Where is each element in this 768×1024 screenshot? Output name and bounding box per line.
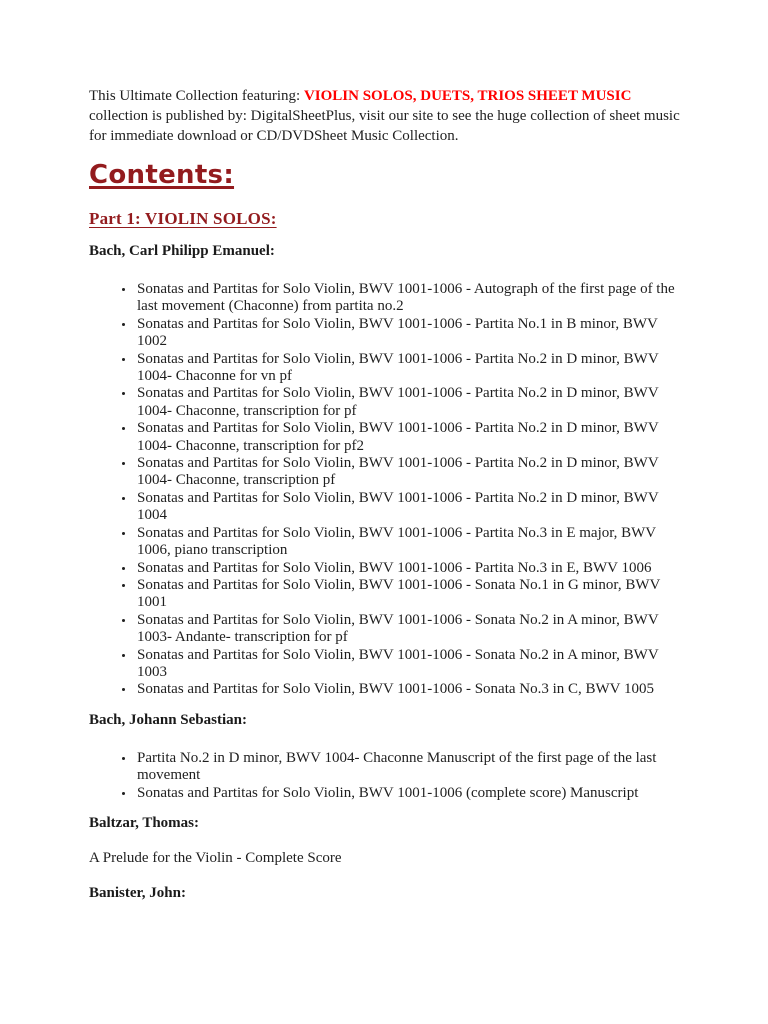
intro-highlight-text: VIOLIN SOLOS, DUETS, TRIOS SHEET MUSIC	[303, 88, 632, 104]
part1-heading: Part 1: VIOLIN SOLOS:	[89, 209, 277, 228]
list-item: • Sonatas and Partitas for Solo Violin, BWV 1001-1006 - Partita No.3 in E major, BWV 1006, piano transcription	[135, 525, 679, 560]
intro-paragraph	[89, 86, 680, 146]
list-item: • Sonatas and Partitas for Solo Violin, BWV 1001-1006 - Partita No.2 in D minor, BWV 1004- Chaconne, transcription pf	[135, 455, 679, 490]
intro-text-before: This Ultimate Collection featuring:	[89, 88, 304, 104]
list-item: • Partita No.2 in D minor, BWV 1004- Chaconne Manuscript of the first page of the last movement	[135, 750, 679, 785]
composer-heading-bach-cpe: Bach, Carl Philipp Emanuel:	[89, 243, 275, 259]
list-item: • Sonatas and Partitas for Solo Violin, BWV 1001-1006 - Partita No.1 in B minor, BWV 1002	[135, 316, 679, 351]
list-item: • Sonatas and Partitas for Solo Violin, BWV 1001-1006 - Sonata No.2 in A minor, BWV 1003- Andante- transcription for pf	[135, 612, 679, 647]
contents-heading: Contents:	[89, 160, 235, 190]
intro-text-after: collection is published by: DigitalSheetPlus, visit our site to see the huge collection of sheet music for immediate download or CD/DVDSheet Music Collection.	[89, 108, 680, 144]
plain-work-text: A Prelude for the Violin - Complete Score	[89, 849, 342, 866]
composer-heading-bach-js: Bach, Johann Sebastian:	[89, 711, 247, 728]
list-item: • Sonatas and Partitas for Solo Violin, BWV 1001-1006 - Partita No.2 in D minor, BWV 1004- Chaconne for vn pf	[135, 351, 679, 386]
list-item: • Sonatas and Partitas for Solo Violin, BWV 1001-1006 - Sonata No.3 in C, BWV 1005	[135, 681, 679, 698]
list-item: • Sonatas and Partitas for Solo Violin, BWV 1001-1006 - Partita No.2 in D minor, BWV 1004	[135, 490, 679, 525]
composer-heading-banister: Banister, John:	[89, 884, 186, 901]
work-list-bach-js	[89, 750, 679, 802]
list-item: • Sonatas and Partitas for Solo Violin, BWV 1001-1006 - Partita No.2 in D minor, BWV 1004- Chaconne, transcription for pf2	[135, 420, 679, 455]
list-item: • Sonatas and Partitas for Solo Violin, BWV 1001-1006 - Partita No.3 in E, BWV 1006	[135, 560, 679, 577]
list-item: • Sonatas and Partitas for Solo Violin, BWV 1001-1006 - Sonata No.2 in A minor, BWV 1003	[135, 647, 679, 682]
work-list-bach-cpe	[89, 281, 679, 699]
list-item: • Sonatas and Partitas for Solo Violin, BWV 1001-1006 - Partita No.2 in D minor, BWV 1004- Chaconne, transcription for pf	[135, 385, 679, 420]
composer-heading-baltzar: Baltzar, Thomas:	[89, 814, 200, 831]
list-item: • Sonatas and Partitas for Solo Violin, BWV 1001-1006 - Sonata No.1 in G minor, BWV 1001	[135, 577, 679, 612]
list-item: • Sonatas and Partitas for Solo Violin, BWV 1001-1006 - Autograph of the first page of the last movement (Chaconne) from partita no.2	[135, 281, 679, 316]
list-item: • Sonatas and Partitas for Solo Violin, BWV 1001-1006 (complete score) Manuscript	[135, 785, 679, 802]
